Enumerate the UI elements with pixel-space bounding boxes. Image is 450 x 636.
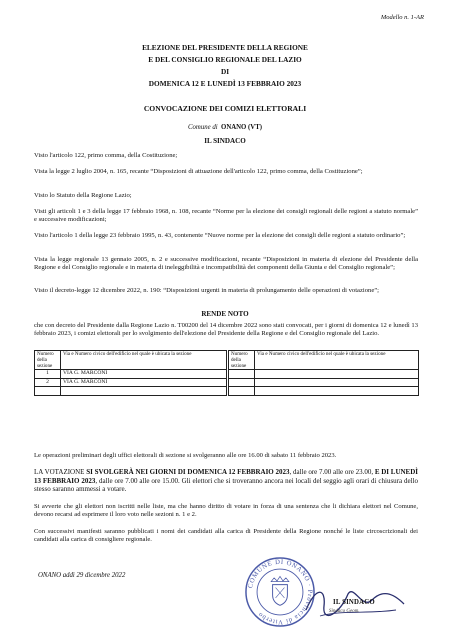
manifesti-paragraph: Con successivi manifesti saranno pubblicati i nomi dei candidati alla carica di Presidente della Regione nonché le liste circoscrizionali dei candidati alla carica di consigliere regionale. (34, 528, 418, 544)
visto-paragraph: Visto l'articolo 1 della legge 23 febbraio 1995, n. 43, contenente “Nuove norme per la elezione dei consigli delle regioni a statuto ordinario”; (34, 232, 406, 239)
table-row (35, 387, 227, 396)
rende-noto-heading: RENDE NOTO (201, 310, 249, 318)
column-header-number: Numero della sezione (229, 351, 255, 370)
voting-text-c: , dalle ore 7.00 alle ore 23.00, (289, 468, 375, 476)
svg-text:COMUNE DI ONANO · Provincia di: COMUNE DI ONANO · Provincia di Viterbo (247, 558, 314, 626)
column-header-location: Via e Numero civico dell'edificio nel quale è ubicata la sezione (255, 351, 419, 370)
heading-line-3: DI (220, 67, 230, 76)
column-header-location: Via e Numero civico dell'edificio nel quale è ubicata la sezione (61, 351, 227, 370)
table-header-row (229, 351, 419, 370)
voting-monday-emphasis: E DI LUNEDÌ 13 FEBBRAIO 2023 (34, 468, 419, 485)
voting-days-emphasis: SI SVOLGERÀ NEI GIORNI DI DOMENICA 12 FEBBRAIO 2023 (86, 468, 290, 476)
visto-paragraph: Vista la legge regionale 13 gennaio 2005, n. 2 e successive modificazioni, recante “Disposizioni in materia di elezione del Presidente della Regione e del Consiglio regionale e in materia di ineleggibilità e incompatibilità dei componenti della Giunta e del Consiglio regionale”; (34, 256, 418, 272)
visto-paragraph: Visto il decreto-legge 12 dicembre 2022, n. 190: “Disposizioni urgenti in materia di prolungamento delle operazioni di votazione”; (34, 287, 380, 294)
comune-prefix: Comune di (187, 124, 218, 131)
table-row (229, 370, 419, 379)
visto-paragraph: Visti gli articoli 1 e 3 della legge 17 febbraio 1968, n. 108, recante “Norme per la elezione dei consigli regionali delle regioni a statuto normale” e successive modificazioni; (34, 208, 418, 224)
intro-paragraph: che con decreto del Presidente dalla Regione Lazio n. T00200 del 14 dicembre 2022 sono stati convocati, per i giorni di domenica 12 e lunedì 13 febbraio 2023, i comizi elettorali per lo svolgimento dell'elezione del Presidente della Regione e del Consiglio regionale del Lazio. (34, 322, 418, 338)
heading-line-1: ELEZIONE DEL PRESIDENTE DELLA REGIONE (142, 43, 308, 52)
heading-line-2: E DEL CONSIGLIO REGIONALE DEL LAZIO (148, 55, 302, 64)
column-header-number: Numero della sezione (35, 351, 61, 370)
comune-name: ONANO (VT) (221, 124, 262, 131)
preliminary-operations: Le operazioni preliminari degli uffici elettorali di sezione si svolgeranno alle ore 16.00 di sabato 11 febbraio 2023. (34, 452, 337, 459)
visto-paragraph: Vista la legge 2 luglio 2004, n. 165, recante “Disposizioni di attuazione dell'articolo 122, primo comma, della Costituzione”; (34, 168, 363, 175)
authority-title: IL SINDACO (204, 137, 246, 145)
section-number: 2 (35, 378, 61, 387)
table-row (229, 387, 419, 396)
signature-title: IL SINDACO (333, 599, 375, 606)
signature-subtitle: Sindaco Geom. (329, 609, 360, 614)
table-row (35, 370, 227, 379)
table-row (35, 378, 227, 387)
section-location: VIA G. MARCONI (61, 370, 227, 379)
sections-table-left (34, 350, 227, 396)
place-date: ONANO addì 29 dicembre 2022 (38, 572, 126, 579)
table-row (229, 378, 419, 387)
section-number: 1 (35, 370, 61, 379)
comune-line (0, 124, 450, 131)
notice-paragraph: Si avverte che gli elettori non iscritti nelle liste, ma che hanno diritto di votare in forza di una sentenza che li dichiara elettori nel Comune, devono recarsi ad esprimere il loro voto nelle sezioni n. 1 e 2. (34, 503, 418, 519)
visto-paragraph: Visto lo Statuto della Regione Lazio; (34, 192, 132, 199)
table-header-row (35, 351, 227, 370)
sections-table-right (228, 350, 419, 396)
section-location: VIA G. MARCONI (61, 378, 227, 387)
voting-paragraph (34, 468, 418, 494)
document-title: CONVOCAZIONE DEI COMIZI ELETTORALI (143, 104, 307, 113)
model-label: Modello n. 1-AR (380, 14, 424, 21)
visto-paragraph: Visto l'articolo 122, primo comma, della Costituzione; (34, 152, 178, 159)
voting-text-a: LA VOTAZIONE (34, 468, 87, 476)
heading-line-4: DOMENICA 12 E LUNEDÌ 13 FEBBRAIO 2023 (148, 79, 302, 88)
voting-text-e: , dalle ore 7.00 alle ore 15.00. Gli elettori che si troveranno ancora nei locali del seggio agli orari di chiusura dello stesso saranno ammessi a votare. (34, 476, 418, 494)
